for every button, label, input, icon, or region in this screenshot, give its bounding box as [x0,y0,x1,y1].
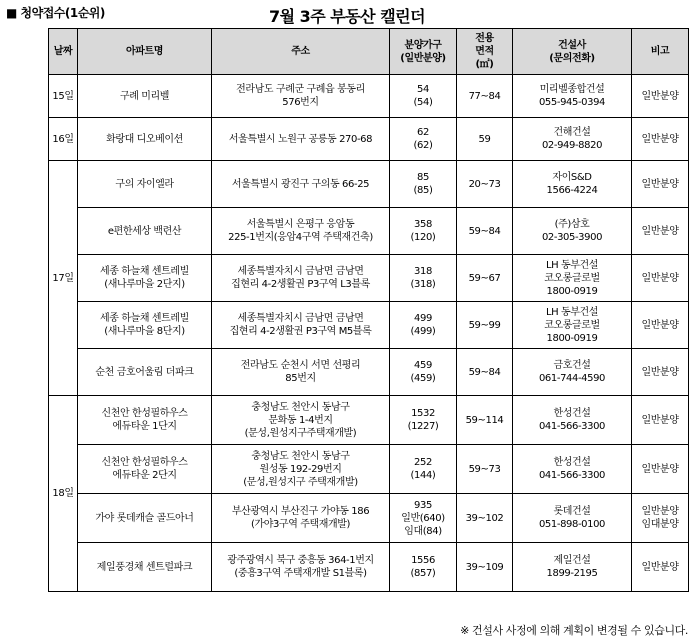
area: 59~114 [457,396,513,445]
units-units: 62 [417,127,429,138]
note [632,118,689,161]
address [212,543,390,592]
builder [513,118,632,161]
units [390,494,457,543]
apartment-name-line: 세종 하늘채 센트레빌 [100,313,189,324]
table-row [49,302,689,349]
units-units: 54 [417,84,429,95]
units-units: 459 [414,360,432,371]
apartment-name-line: 에듀타운 1단지 [112,421,177,432]
note-line: 일반분양 [641,225,679,237]
header-builder [513,29,632,75]
area: 59 [457,118,513,161]
address-line: 세종특별자치시 금남면 금남면 [237,313,364,324]
apartment-name-line: 에듀타운 2단지 [112,470,177,481]
header-area-line: 면적 [475,46,494,57]
units [390,302,457,349]
apartment-name [78,349,212,396]
address-line: (중흥3구역 주택재개발 S1블록) [234,568,367,579]
address-line: 576번지 [282,97,319,108]
units-extra: 임대(84) [404,525,442,537]
header-units-line: (일반분양) [400,52,446,64]
table-row [49,161,689,208]
header-units-line: 분양가구 [404,39,442,51]
address-line: 전라남도 순천시 서면 선평리 [240,360,361,371]
address [212,161,390,208]
area: 77~84 [457,75,513,118]
apartment-name [78,161,212,208]
units-general: (120) [410,232,436,243]
apartment-name-line: (새나루마을 8단지) [104,326,185,337]
note [632,445,689,494]
builder-line: 1566-4224 [546,185,598,196]
address-line: 충청남도 천안시 동남구 [251,450,350,462]
address-line: 225-1번지(응암4구역 주택재건축) [228,232,373,243]
header-builder-line: (문의전화) [549,52,595,64]
area: 39~109 [457,543,513,592]
units-general: (1227) [407,421,439,432]
note [632,494,689,543]
address-line: (문성,원성지구주택재개발) [244,427,357,439]
builder [513,255,632,302]
note-line: 일반분양 [641,272,679,284]
units-general: (54) [413,97,433,108]
units-units: 935 [414,499,432,511]
note-line: 일반분양 [641,506,679,517]
address-line: 광주광역시 북구 중흥동 364-1번지 [227,555,374,566]
address-line: 문화동 1-4번지 [268,414,333,426]
area: 59~67 [457,255,513,302]
note-line: 일반분양 [641,414,679,426]
address-line: 85번지 [285,373,316,384]
units-general: (499) [410,326,436,337]
header-date: 날짜 [49,29,78,75]
header-apartment: 아파트명 [78,29,212,75]
builder-line: 02-305-3900 [541,232,603,243]
address-line: (가야3구역 주택재개발) [250,519,351,530]
header-address: 주소 [212,29,390,75]
units [390,543,457,592]
note [632,208,689,255]
builder [513,396,632,445]
address [212,396,390,445]
note [632,255,689,302]
table-row [49,445,689,494]
address [212,494,390,543]
header-area-line: 전용 [475,33,494,44]
apartment-name-line: 구례 미리벨 [119,90,170,102]
area: 59~99 [457,302,513,349]
units-general: (459) [410,373,436,384]
header-row [49,29,689,75]
header-note: 비고 [632,29,689,75]
note [632,543,689,592]
address-line: 집현리 4-2생활권 P3구역 L3블록 [231,279,370,290]
units-general: (144) [410,470,436,481]
table-row [49,396,689,445]
units [390,118,457,161]
apartment-name-line: 화랑대 디오베이션 [106,133,183,145]
units-general: (85) [413,185,433,196]
apartment-name [78,255,212,302]
address-line: 집현리 4-2생활권 P3구역 M5블록 [229,326,372,337]
apartment-name-line: 순천 금호어울림 더파크 [95,366,194,378]
builder [513,494,632,543]
builder-line: 1800-0919 [546,285,598,297]
units-units: 85 [417,172,429,183]
note-line: 일반분양 [641,463,679,475]
date-cell: 16일 [49,118,78,161]
units [390,396,457,445]
date-cell: 17일 [49,161,78,396]
builder [513,543,632,592]
note-line: 일반분양 [641,178,679,190]
note-line: 일반분양 [641,90,679,102]
builder [513,445,632,494]
builder [513,161,632,208]
apartment-name [78,543,212,592]
address-line: 부산광역시 부산진구 가야동 186 [231,506,370,517]
builder-line: 055-945-0394 [538,97,606,108]
units-units: 318 [414,266,432,277]
header-area-line: (㎡) [475,59,494,70]
builder-line: 1800-0919 [546,332,598,344]
calendar-table [48,28,689,592]
builder-line: 1899-2195 [546,568,598,579]
builder-line: 061-744-4590 [538,373,606,384]
units [390,445,457,494]
apartment-name-line: 신천안 한성필하우스 [101,457,188,468]
address [212,208,390,255]
builder-line: 자이S&D [552,172,592,183]
builder [513,208,632,255]
address [212,255,390,302]
apartment-name [78,445,212,494]
apartment-name [78,494,212,543]
date-cell: 18일 [49,396,78,592]
builder-line: 02-949-8820 [541,140,603,151]
header-units [390,29,457,75]
builder-line: 051-898-0100 [538,519,606,530]
builder-line: 041-566-3300 [538,470,606,481]
header-area [457,29,513,75]
builder-line: LH 동부건설 [545,306,599,318]
units [390,208,457,255]
builder-line: LH 동부건설 [545,259,599,271]
address [212,75,390,118]
builder-line: 미리벨종합건설 [539,84,605,95]
units [390,161,457,208]
area: 20~73 [457,161,513,208]
area: 59~84 [457,349,513,396]
note [632,349,689,396]
table-row [49,118,689,161]
units-general: (62) [413,140,433,151]
apartment-name [78,75,212,118]
builder-line: 코오롱글로벌 [544,272,600,284]
note [632,302,689,349]
table-row [49,208,689,255]
units [390,255,457,302]
apartment-name-line: 신천안 한성필하우스 [101,408,188,419]
units [390,349,457,396]
area: 39~102 [457,494,513,543]
builder-line: (주)삼호 [554,219,590,230]
note [632,161,689,208]
apartment-name [78,208,212,255]
units-units: 252 [414,457,432,468]
apartment-name [78,396,212,445]
apartment-name [78,302,212,349]
note-line: 일반분양 [641,319,679,331]
address [212,302,390,349]
area: 59~84 [457,208,513,255]
builder [513,349,632,396]
builder-line: 041-566-3300 [538,421,606,432]
address-line: 원성동 192-29번지 [259,463,342,475]
section-label: ■ 청약접수(1순위) [6,6,105,20]
address-line: 전라남도 구례군 구례읍 봉동리 [236,84,365,95]
builder [513,75,632,118]
builder [513,302,632,349]
table-row [49,494,689,543]
note-line: 일반분양 [641,561,679,573]
table-row [49,75,689,118]
address [212,118,390,161]
address-line: (문성,원성지구 주택재개발) [243,476,358,488]
apartment-name-line: 제일풍경채 센트럴파크 [96,561,193,573]
builder-line: 한성건설 [553,457,591,468]
apartment-name-line: (새나루마을 2단지) [104,279,185,290]
header-builder-line: 건설사 [558,39,586,51]
builder-line: 금호건설 [553,360,591,371]
units-units: 358 [414,219,432,230]
note-line: 일반분양 [641,133,679,145]
builder-line: 한성건설 [553,408,591,419]
apartment-name [78,118,212,161]
units-units: 1532 [411,408,435,419]
area: 59~73 [457,445,513,494]
address-line: 서울특별시 광진구 구의동 66-25 [231,178,370,190]
note [632,75,689,118]
note-line: 일반분양 [641,366,679,378]
table-row [49,543,689,592]
address [212,445,390,494]
units-general: (318) [410,279,436,290]
note [632,396,689,445]
table-row [49,349,689,396]
units-units: 1556 [411,555,435,566]
address-line: 충청남도 천안시 동남구 [251,401,350,413]
address-line: 서울특별시 은평구 응암동 [246,219,355,230]
builder-line: 제일건설 [553,555,591,566]
note-line: 임대분양 [641,519,679,530]
units [390,75,457,118]
units-general: 일반(640) [401,512,445,524]
footnote: ※ 건설사 사정에 의해 계획이 변경될 수 있습니다. [460,624,688,637]
builder-line: 롯데건설 [553,506,591,517]
apartment-name-line: 구의 자이엘라 [115,178,174,190]
apartment-name-line: 세종 하늘채 센트레빌 [100,266,189,277]
apartment-name-line: 가야 롯데캐슬 골드아너 [95,512,194,524]
address [212,349,390,396]
page-title: 7월 3주 부동산 캘린더 [268,7,426,26]
units-general: (857) [410,568,436,579]
date-cell: 15일 [49,75,78,118]
builder-line: 코오롱글로벌 [544,319,600,331]
apartment-name-line: e편한세상 백련산 [107,225,182,237]
address-line: 서울특별시 노원구 공릉동 270-68 [228,133,373,145]
address-line: 세종특별자치시 금남면 금남면 [237,266,364,277]
builder-line: 건해건설 [553,127,591,138]
units-units: 499 [414,313,432,324]
table-row [49,255,689,302]
